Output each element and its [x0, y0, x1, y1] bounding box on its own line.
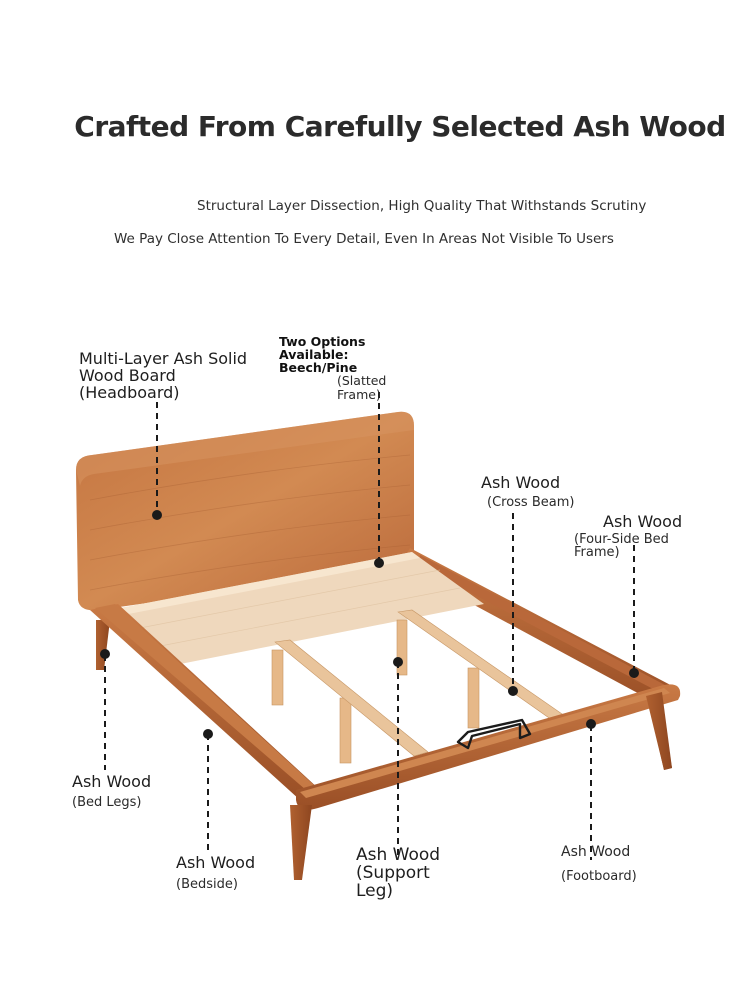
callout-bed-legs [72, 774, 182, 809]
dot-marker-icon [508, 686, 518, 696]
front-left-leg [290, 805, 312, 880]
callout-bedside [176, 855, 286, 891]
callout-support-leg-sub: (Support Leg) [356, 862, 430, 901]
callout-footboard [561, 845, 671, 883]
callout-bedside-sub: (Bedside) [176, 876, 238, 892]
callout-headboard-sub: (Headboard) [79, 382, 180, 402]
callout-support-leg [356, 847, 446, 901]
callout-footboard-sub: (Footboard) [561, 868, 637, 884]
callout-bed-legs-sub: (Bed Legs) [72, 794, 142, 810]
front-right-leg [646, 692, 672, 770]
dot-marker-icon [100, 649, 110, 659]
callout-bed-legs-main: Ash Wood [72, 772, 152, 791]
callout-slats [279, 335, 429, 401]
dot-marker-icon [629, 668, 639, 678]
callout-cross-beam-sub: (Cross Beam) [487, 494, 575, 510]
callout-footboard-main: Ash Wood [561, 844, 631, 860]
callout-slats-main: Two Options Available: Beech/Pine [279, 334, 366, 376]
dot-marker-icon [152, 510, 162, 520]
dot-marker-icon [203, 729, 213, 739]
subtitle-line-2: We Pay Close Attention To Every Detail, Even In Areas Not Visible To Users [114, 231, 614, 247]
subtitle-line-1: Structural Layer Dissection, High Quality That Withstands Scrutiny [197, 198, 647, 214]
back-left-leg [96, 620, 110, 670]
page-title: Crafted From Carefully Selected Ash Wood [74, 110, 726, 143]
callout-bed-frame [574, 514, 704, 560]
callout-bedside-main: Ash Wood [176, 853, 256, 872]
dot-marker-icon [586, 719, 596, 729]
callout-cross-beam-main: Ash Wood [481, 473, 561, 492]
callout-cross-beam [481, 475, 601, 509]
dot-marker-icon [393, 657, 403, 667]
callout-headboard-main: Multi-Layer Ash Solid Wood Board [79, 349, 248, 385]
dot-marker-icon [374, 558, 384, 568]
callout-support-leg-main: Ash Wood [356, 845, 441, 865]
callout-bed-frame-main: Ash Wood [603, 512, 683, 531]
callout-slats-sub: (Slatted Frame) [337, 373, 387, 402]
callout-bed-frame-sub: (Four-Side Bed Frame) [574, 531, 669, 561]
callout-headboard [79, 351, 254, 401]
